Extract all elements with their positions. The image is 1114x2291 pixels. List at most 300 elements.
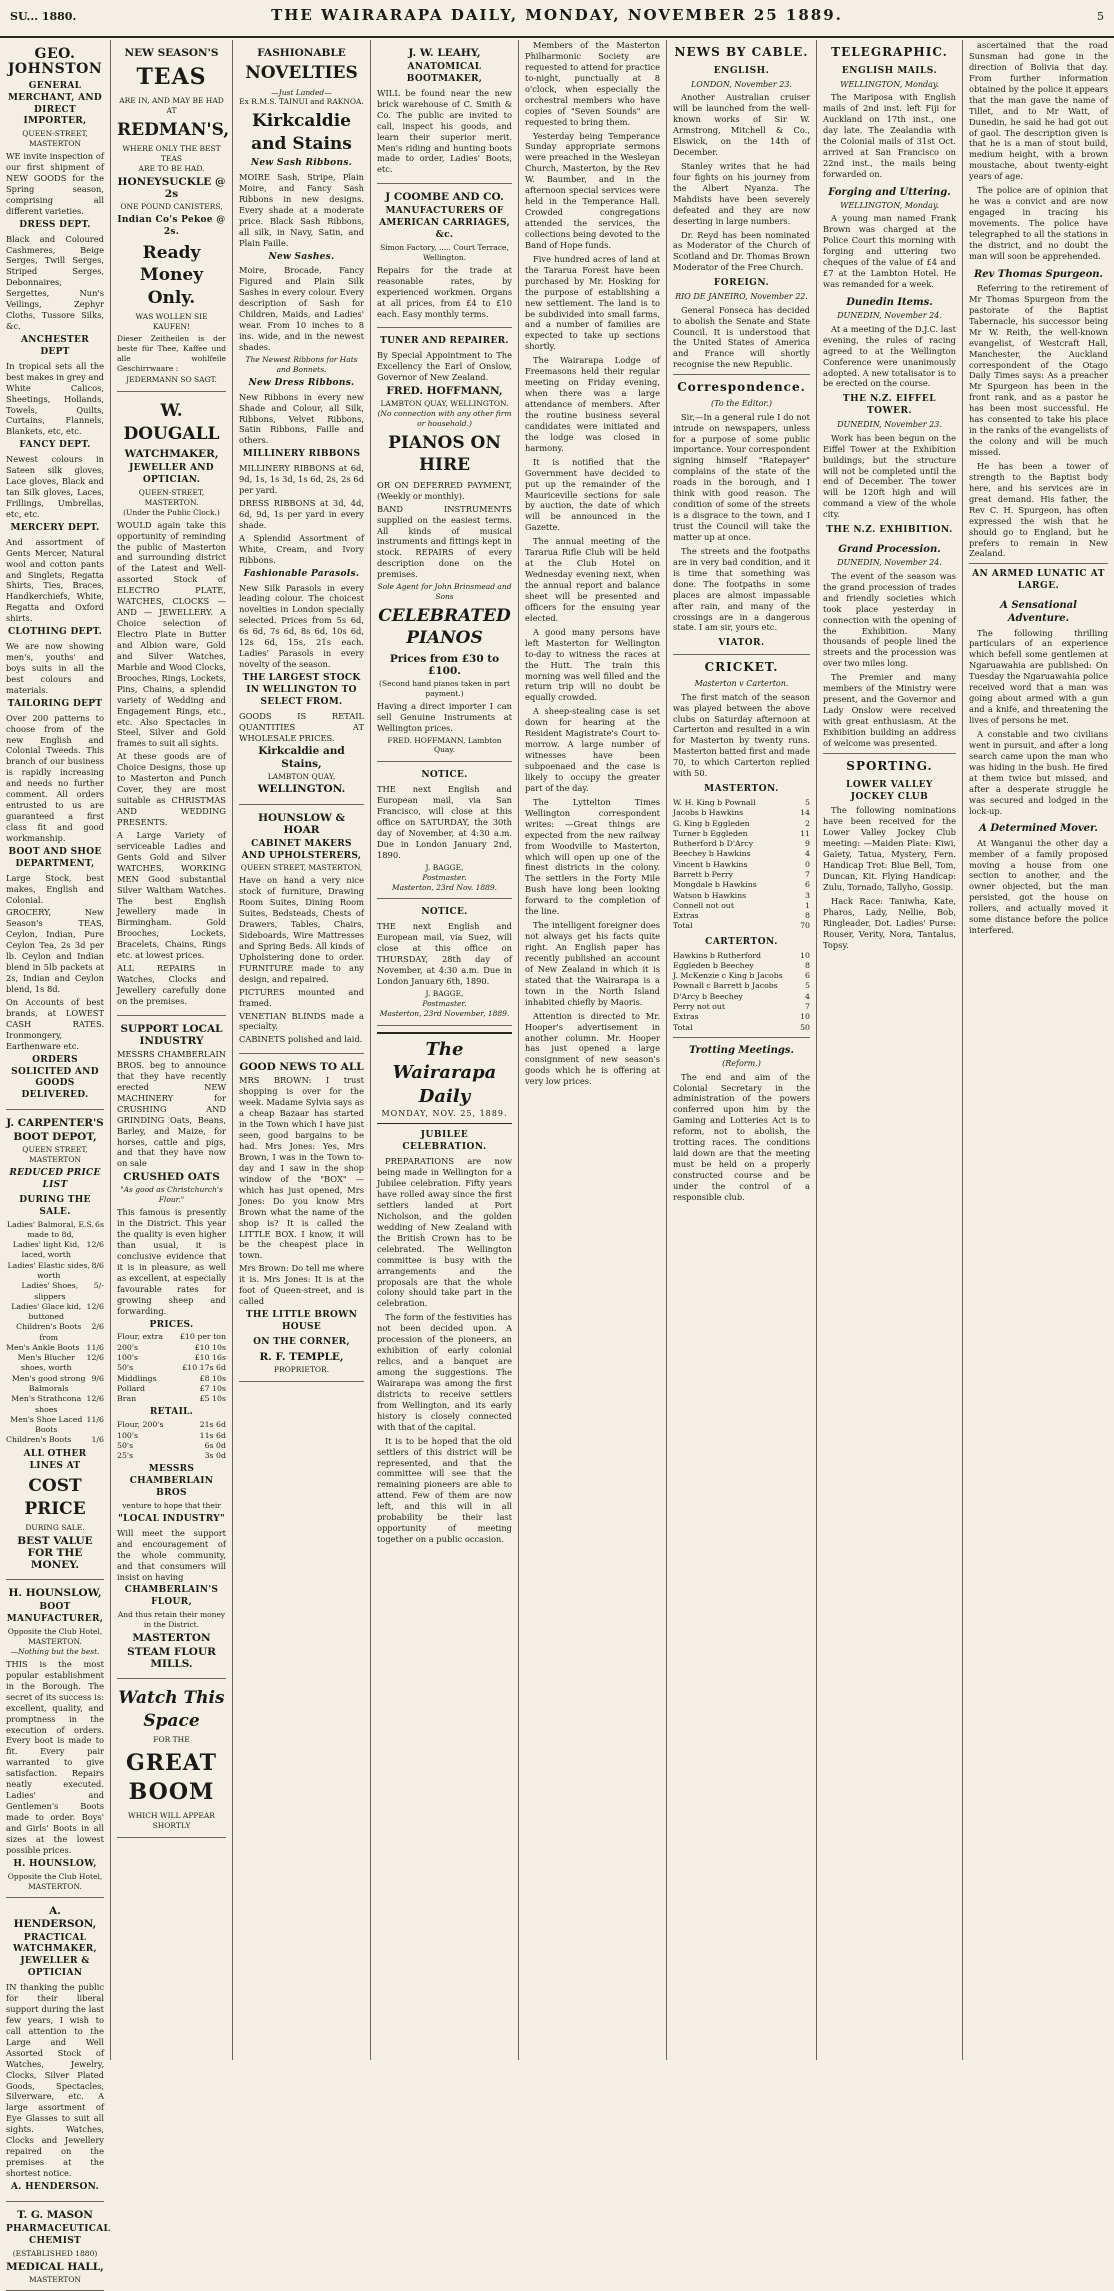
news-paragraph: A sheep-stealing case is set down for hearing at the Resident Magistrate's Court to-morrow. A large number of witnesses have been subpoenaed and the case is likely to occupy the greater part of the day. xyxy=(525,706,660,793)
ad-text: FOR THE xyxy=(153,1735,190,1745)
ad-sign: FRED. HOFFMANN, Lambton Quay. xyxy=(387,735,502,755)
row-label: Extras xyxy=(673,911,699,921)
ad-address: MASTERTON xyxy=(29,2274,81,2284)
row-label: D'Arcy b Beechey xyxy=(673,991,743,1001)
ad-title: J COOMBE AND CO. xyxy=(385,191,504,204)
ad-title: SUPPORT LOCAL INDUSTRY xyxy=(120,1022,223,1047)
ad-brand: REDMAN'S, xyxy=(117,119,230,140)
list-row xyxy=(673,971,810,981)
ad-text: WOULD again take this opportunity of reminding the public of Masterton and surrounding district of the Latest and Well-assorted Stock of ELECTRO PLATE, WATCHES, CLOCKS — AND — JEWELLERY. A Choice selection of Electro Plate in Butter and Albion ware, Gold and Silver Watches, Marble and Wood Clocks, Brooches, Rings, Lockets, Pins, Chains, a splendid variety of Wedding and Engagement Rings, etc., etc. Also Spectacles in Steel, Silver and Gold frames to suit all sights. xyxy=(117,519,226,749)
dept-text: In tropical sets all the best makes in grey and White Calicos, Sheetings, Hollands, Towels, Quilts, Curtains, Flannels, Blankets, etc, etc. xyxy=(6,360,104,437)
total-value: 70 xyxy=(800,921,810,931)
ad-text: ARE TO BE HAD. xyxy=(138,164,205,174)
row-value: 4 xyxy=(805,991,810,1001)
news-paragraph: Five hundred acres of land at the Tararua Forest have been purchased by Mr. Hosking for the purpose of establishing a new settlement. The land is to be subdivided into small farms, and a number of families are expected to take up sections shortly. xyxy=(525,253,660,352)
list-row xyxy=(6,1281,104,1302)
news-paragraph: The following thrilling particulars of an experience which befell some gentlemen at Ngaruawahia are published: On Tuesday the Ngaruawahia police received word that a man was going about armed with a gun and a knife, and threatening the lives of persons he met. xyxy=(969,627,1108,725)
ad-text: At these goods are of Choice Designs, those up to Masterton and Punch Cover, they are most suitable as CHRISTMAS AND WEDDING PRESENTS. xyxy=(117,751,226,827)
article-heading: JUBILEE CELEBRATION. xyxy=(402,1130,487,1153)
ad-hoffmann xyxy=(377,328,512,762)
list-row xyxy=(673,870,810,880)
list-row xyxy=(117,1384,226,1394)
ad-watch-space xyxy=(117,1679,226,1838)
list-row xyxy=(117,1394,226,1404)
team-heading: MASTERTON. xyxy=(704,784,779,795)
ad-highlight: CELEBRATED PIANOS xyxy=(378,605,511,649)
ad-text: WILL be found near the new brick warehouse of C. Smith & Co. The public are invited to call, inspect his goods, and learn their superior merit. Men's riding and hunting boots made to order, Ladies' Boots, etc. xyxy=(377,87,512,175)
notice-date: Masterton, 23rd Nov. 1889. xyxy=(391,882,498,892)
news-paragraph: At Wanganui the other day a member of a family proposed moving a house from one section to another, and the owner objected, but the man persisted, got the house on rollers, and actually moved it some distance before the police interfered. xyxy=(969,837,1108,936)
list-row xyxy=(673,911,810,921)
ad-subtitle: GENERAL MERCHANT, AND DIRECT IMPORTER, xyxy=(7,80,103,127)
column-4 xyxy=(370,40,518,2060)
list-row xyxy=(673,992,810,1002)
row-value: 6 xyxy=(805,880,810,890)
article-paragraph: PREPARATIONS are now being made in Wellington for a Jubilee celebration. Fifty years have rolled away since the first settlers landed at Port Nicholson, and the golden wedding of New Zealand with the British Crown has to be celebrated. The Wellington committee is busy with the arrangements and the proposals are that the whole colony should take part in the celebration. xyxy=(377,1156,512,1309)
ad-title: Watch This Space xyxy=(118,1688,225,1731)
row-label: Children's Boots xyxy=(6,1435,72,1445)
ad-heading: MESSRS CHAMBERLAIN BROS xyxy=(129,1464,214,1499)
row-label: Men's Blucher shoes, worth xyxy=(17,1353,75,1373)
row-value: 2/6 xyxy=(91,1322,104,1332)
list-row xyxy=(673,891,810,901)
news-paragraph: The police are of opinion that he was a convict and are now engaged in tracing his movements. The police have telegraphed to all the stations in the district, and no doubt the man will soon be apprehended. xyxy=(969,185,1108,261)
section-heading: NEWS BY CABLE. xyxy=(674,45,809,59)
list-row xyxy=(673,951,810,961)
section-heading: Correspondence. xyxy=(677,380,806,395)
ad-heading: TUNER AND REPAIRER. xyxy=(380,336,509,347)
news-paragraph: The annual meeting of the Tararua Rifle Club will be held at the Club Hotel on Wednesday evening next, when the annual report and balance sheet will be presented and officers for the ensuing year elected. xyxy=(525,536,660,623)
subsection-heading: THE N.Z. EXHIBITION. xyxy=(826,525,953,536)
dateline: WELLINGTON, Monday. xyxy=(840,79,939,89)
ad-title: W. DOUGALL xyxy=(123,401,220,444)
column-7 xyxy=(816,40,962,2060)
ad-heading: New Dress Ribbons. xyxy=(248,377,355,388)
row-label: Children's Boots from xyxy=(16,1322,82,1342)
ad-text: Dieser Zeitheilen is der beste für Thee, Kaffee und alle wohlfeile Geschirrwaare : xyxy=(117,333,226,373)
ad-text: A Large Variety of serviceable Ladies and Gents Gold and Silver WATCHES, WORKING MEN Good substantial Silver Waltham Watches. The best English Jewellery made in Birmingham. Gold Brooches, Lockets, Bracelets, Chains, Rings etc. at lowest prices. xyxy=(117,829,226,961)
list-row xyxy=(673,860,810,870)
row-value: 5 xyxy=(805,981,810,991)
list-row xyxy=(673,819,810,829)
row-label: Jacobs b Hawkins xyxy=(673,808,744,818)
row-label: 50's xyxy=(117,1440,134,1450)
ad-kirkcaldie xyxy=(239,40,364,805)
news-paragraph: Hack Race: Taniwha, Kate, Pharos, Lady, Nellie, Bob, Ringleader, Dot. Ladies' Purse: Rouser, Verity, Nora, Tantalus, Topsy. xyxy=(823,895,956,950)
subsection-heading: Rev Thomas Spurgeon. xyxy=(973,268,1104,280)
dateline: Masterton v Carterton. xyxy=(694,679,789,689)
news-paragraph: Dr. Reyd has been nominated as Moderator of the Church of Scotland and Dr. Thomas Brown Moderator of the Free Church. xyxy=(673,229,810,273)
list-row xyxy=(6,1343,104,1353)
row-value: 8 xyxy=(805,911,810,921)
news-paragraph: The Lyttelton Times Wellington correspondent writes: —Great things are expected from the new railway from Woodville to Masterton, which will open up one of the finest districts in the colony. The settlers in the Forty Mile Bush have long been looking forward to the completion of the line. xyxy=(525,796,660,917)
dept-heading: TAILORING DEPT xyxy=(7,698,103,709)
ad-mason xyxy=(6,2202,111,2291)
ad-text: OR ON DEFERRED PAYMENT, (Weekly or monthly). xyxy=(377,479,512,501)
ad-heading: NEW SEASON'S xyxy=(124,47,219,59)
subsection-heading: A Determined Mover. xyxy=(979,823,1098,835)
ad-text: Sole Agent for John Brinsmead and Sons xyxy=(377,582,512,602)
row-value: £8 10s xyxy=(199,1373,226,1383)
ad-subtitle: WATCHMAKER, xyxy=(124,448,219,461)
divider xyxy=(673,374,810,375)
row-value: 3 xyxy=(805,890,810,900)
dept-heading: DRESS DEPT. xyxy=(19,219,91,230)
ad-terms: On Accounts of best brands, at LOWEST CASH RATES. Ironmongery, Earthenware etc. xyxy=(6,996,104,1051)
notice-mail-suez xyxy=(377,899,512,1025)
ad-title: J. CARPENTER'S xyxy=(6,1117,104,1130)
section-heading: TELEGRAPHIC. xyxy=(831,45,948,59)
divider xyxy=(823,753,956,754)
ad-title: A. HENDERSON, xyxy=(13,1905,97,1930)
section-heading: SPORTING. xyxy=(846,758,933,773)
total-value: 50 xyxy=(800,1022,810,1032)
section-heading: CRICKET. xyxy=(704,660,779,675)
masthead-title: THE WAIRARAPA DAILY, MONDAY, NOVEMBER 25 1889. xyxy=(271,6,843,24)
dept-heading: BOOT AND SHOE DEPARTMENT, xyxy=(8,846,102,869)
list-row xyxy=(117,1353,226,1363)
ad-text: (Second hand pianos taken in part payment.) xyxy=(379,678,510,698)
ad-text: Having a direct importer I can sell Genuine Instruments at Wellington prices. xyxy=(377,700,512,733)
ad-heading: ON THE CORNER, xyxy=(253,1336,350,1347)
row-value: £10 per ton xyxy=(179,1332,226,1342)
list-row xyxy=(673,849,810,859)
ad-heading: MILLINERY RIBBONS xyxy=(242,449,361,460)
ad-text: Repairs for the trade at reasonable rates, by experienced workmen. Organs at all prices, from £4 to £10 each. Easy monthly terms. xyxy=(377,264,512,319)
scorecard xyxy=(673,798,810,921)
ad-text: MOIRE Sash, Stripe, Plain Moire, and Fancy Sash Ribbons in new designs. Every shade at a moderate price. Black Sash Ribbons, all silk, in Navy, Satin, and Plain Faille. xyxy=(239,172,364,248)
ad-text: Moire, Brocade, Fancy Figured and Plain Silk Sashes in every colour. Every description of Sash for Children, Maids, and Ladies' wear. From 10 inches to 8 ins. wide, and in the newest shades. xyxy=(239,265,364,353)
row-label: Barrett b Perry xyxy=(673,870,734,880)
ad-title: T. G. MASON xyxy=(17,2208,93,2221)
news-paragraph: Attention is directed to Mr. Hooper's advertisement in another column. Mr. Hooper has just opened a large consignment of new season's goods which he is offering at very low prices. xyxy=(525,1010,660,1087)
subsection-heading: FOREIGN. xyxy=(713,278,770,289)
ad-text: And thus retain their money in the District. xyxy=(117,1610,226,1630)
subsection-heading: A Sensational Adventure. xyxy=(1000,600,1077,625)
row-label: Pollard xyxy=(117,1383,145,1393)
row-value: 6s 0d xyxy=(204,1440,226,1450)
divider xyxy=(673,1037,810,1038)
dept-text: Over 200 patterns to choose from of the new English and Colonial Tweeds. This branch of our business is rapidly increasing and needs no further comment. All orders entrusted to us are guaranteed a first class fit and good workmanship. xyxy=(6,712,104,843)
ad-heading: ALL OTHER LINES AT xyxy=(23,1448,87,1471)
section-heading: Trotting Meetings. xyxy=(688,1044,795,1056)
ad-tagline: —Nothing but the best. xyxy=(10,1647,100,1657)
ad-title: FRED. HOFFMANN, xyxy=(386,385,503,398)
row-value: £10 17s 6d xyxy=(182,1363,226,1373)
dateline: DUNEDIN, November 24. xyxy=(837,558,942,568)
row-label: Rutherford b D'Arcy xyxy=(673,839,754,849)
dept-heading: FANCY DEPT. xyxy=(19,440,91,451)
notice-mail-sf xyxy=(377,762,512,899)
row-label: Men's good strong Balmorals xyxy=(11,1373,86,1394)
row-value: 7 xyxy=(805,1001,810,1011)
news-paragraph: The Wairarapa Lodge of Freemasons held their regular meeting on Friday evening, when there was a large attendance of members. After the routine business several candidates were initiated and the lodge was closed in harmony. xyxy=(525,355,660,453)
row-label: Men's Ankle Boots xyxy=(6,1342,80,1352)
ad-johnston xyxy=(6,40,104,1110)
ad-title: GOOD NEWS TO ALL xyxy=(239,1061,364,1074)
notice-text: THE next English and European mail, via San Francisco, will close at this office on SATURDAY, the 30th day of November, at 4:30 a.m. Due in London January 2nd, 1890. xyxy=(377,784,512,860)
row-value: £5 10s xyxy=(199,1394,226,1404)
column-6 xyxy=(666,40,816,2060)
list-row xyxy=(117,1343,226,1353)
row-label: Vincent b Hawkins xyxy=(673,859,748,869)
row-value: 6s xyxy=(95,1219,104,1229)
ad-heading: Indian Co's Pekoe @ 2s. xyxy=(117,215,226,237)
dateline: (Reform.) xyxy=(722,1059,761,1069)
ad-subtitle: BOOT DEPOT, xyxy=(13,1131,97,1144)
subsection-heading: ENGLISH MAILS. xyxy=(841,65,938,76)
notice-sign: J. BAGGE, xyxy=(425,862,464,872)
subsection-heading: Grand Procession. xyxy=(838,544,941,556)
row-value: 6 xyxy=(805,971,810,981)
news-paragraph: The end and aim of the Colonial Secretary in the administration of the powers conferred upon him by the Gaming and Lotteries Act is to reform, not to abolish, the trotting races. The conditions laid down are that the meeting must be held on a properly constructed course and be under the control of a responsible club. xyxy=(673,1071,810,1202)
ad-chamberlain xyxy=(117,1016,226,1679)
ad-title: J. W. LEAHY, xyxy=(408,47,481,59)
dept-text: Black and Coloured Cashmeres, Beige Serges, Twill Serges, Striped Serges, Debonnaires, Sergettes, Nun's Veilings, Zephyr Cloths, Tussore Silks, &c. xyxy=(6,233,104,332)
letter-paragraph: The streets and the footpaths are in very bad condition, and it is time that something was done. The footpaths in some places are almost impassable after rain, and many of the crossings are in a dangerous state. I am sir, yours etc. xyxy=(673,545,810,633)
list-row xyxy=(673,981,810,991)
ad-text: A Splendid Assortment of White, Cream, and Ivory Ribbons. xyxy=(239,532,364,565)
list-row xyxy=(673,1002,810,1012)
row-value: 8 xyxy=(805,960,810,970)
ad-address: QUEEN-STREET, MASTERTON xyxy=(22,129,88,149)
ad-heading: Prices from £30 to £100. xyxy=(389,652,500,677)
news-paragraph: ascertained that the road Sunsman had gone in the direction of Bolivia that day. From further information obtained by the police it appears that the man gave the name of Tillet, and to Mr Watt, of Dunedin, he said he had got out of gaol. The description given is that he is a man of stout build, medium height, with a brown moustache, about twenty-eight years of age. xyxy=(969,40,1108,182)
list-row xyxy=(673,961,810,971)
ad-subtitle: MANUFACTURERS OF AMERICAN CARRIAGES, &c. xyxy=(379,206,510,241)
total-label: Total xyxy=(673,921,693,931)
row-value: £7 10s xyxy=(199,1383,226,1393)
article-jubilee xyxy=(377,1130,512,1545)
row-label: Bran xyxy=(117,1394,137,1404)
subsection-heading: AN ARMED LUNATIC AT LARGE. xyxy=(972,569,1105,592)
ad-text: IN thanking the public for their liberal support during the last few years, I wish to call attention to the Large and Well Assorted Stock of Watches, Jewelry, Clocks, Silver Plated Goods, Spectacles, Silverware, etc. A large assortment of Eye Glasses to suit all sights. Watches, Clocks and Jewellery repaired on the premises at the shortest notice. xyxy=(6,1982,104,2178)
article-paragraph: It is to be hoped that the old settlers of this district will be represented, and that the committee will see that the remaining pioneers are able to attend. Few of them are now left, and this will in all probability be their last opportunity of meeting together on a public occasion. xyxy=(377,1435,512,1545)
ad-text: By Special Appointment to The Excellency the Earl of Onslow, Governor of New Zealand. xyxy=(377,350,512,383)
list-row xyxy=(117,1332,226,1342)
list-row xyxy=(117,1441,226,1451)
ad-title: HOUNSLOW & HOAR xyxy=(258,811,345,836)
list-row xyxy=(117,1363,226,1373)
row-label: Eggleden b Beechey xyxy=(673,960,754,970)
ad-address: QUEEN STREET, MASTERTON, xyxy=(240,863,363,873)
ad-text: WAS WOLLEN SIE KAUFEN! xyxy=(135,312,208,331)
ad-subtitle: PHARMACEUTICAL CHEMIST xyxy=(6,2223,111,2246)
notice-text: THE next English and European mail, via Suez, will close at this office on THURSDAY, 28th day of November, at 4:30 a.m. Due in London January 6th, 1890. xyxy=(377,921,512,987)
row-value: 3s 0d xyxy=(204,1451,226,1461)
row-label: Watson b Hawkins xyxy=(673,890,747,900)
ad-sign: R. F. TEMPLE, xyxy=(259,1350,344,1363)
column-2 xyxy=(110,40,232,2060)
list-row xyxy=(117,1431,226,1441)
ad-highlight: GREAT BOOM xyxy=(125,1749,218,1805)
notice-heading: NOTICE. xyxy=(421,907,468,918)
list-row xyxy=(117,1374,226,1384)
row-value: 11 xyxy=(800,828,810,838)
scorecard-total xyxy=(673,1023,810,1033)
ad-text: MESSRS CHAMBERLAIN BROS. beg to announce that they have recently erected NEW MACHINERY for CRUSHING AND GRINDING Oats, Beans, Barley, and Maize, for horses, cattle and pigs, and that they have now on sale xyxy=(117,1049,226,1169)
ad-text: Ex R.M.S. TAINUI and RAKNOA. xyxy=(239,97,364,107)
ad-text: THIS is the most popular establishment in the Borough. The secret of its success is: excellent, quality, and promptness in the execution of orders. Every boot is made to fit. Every pair warranted to give satisfaction. Repairs neatly executed. Ladies' and Gentlemen's Boots made to order. Boys' and Girls' Boots in all sizes at the lowest possible prices. xyxy=(6,1658,104,1855)
ad-heading: "LOCAL INDUSTRY" xyxy=(118,1513,225,1524)
news-paragraph: A constable and two civilians went in pursuit, and after a long search came upon the man who was hiding in the bush. He fired at them twice but missed, and after a desperate struggle he was secured and lodged in the lock-up. xyxy=(969,728,1108,816)
ad-subtitle: ANATOMICAL BOOTMAKER, xyxy=(406,62,483,84)
ad-text: (Under the Public Clock.) xyxy=(123,507,220,517)
ad-text: Have on hand a very nice stock of furniture, Drawing Room Suites, Dining Room Suites, Bedsteads, Chests of Drawers, Tables, Chairs, Sideboards, Wire Mattresses and Spring Beds. All kinds of Upholstering done to order. FURNITURE made to any design, and repaired. xyxy=(239,875,364,984)
ad-title: H. HOUNSLOW, xyxy=(8,1587,102,1600)
list-row xyxy=(673,829,810,839)
article-paragraph: The form of the festivities has not been decided upon. A procession of the pioneers, an exhibition of early colonial relics, and a banquet are among the suggestions. The Wairarapa was among the first districts to receive settlers from Wellington, and its early history is closely connected with that of the capital. xyxy=(377,1312,512,1432)
ad-sign: A. HENDERSON. xyxy=(10,2181,99,2192)
list-row xyxy=(673,839,810,849)
ad-heading: THE LARGEST STOCK IN WELLINGTON TO SELECT FROM. xyxy=(242,673,361,707)
ad-text: JEDERMANN SO SAGT. xyxy=(126,375,217,385)
list-row xyxy=(117,1451,226,1461)
ad-brand: Kirkcaldie and Stains, xyxy=(258,745,345,770)
ad-heading: CRUSHED OATS xyxy=(123,1171,220,1184)
ad-redman xyxy=(117,40,230,392)
letter-signature: VIATOR. xyxy=(718,638,765,649)
dept-text: We are now showing men's, youths' and boys suits in all the best colours and materials. xyxy=(6,641,104,695)
ad-address: Simon Factory, ..... Court Terrace, Wellington. xyxy=(380,243,509,262)
row-value: 5 xyxy=(805,798,810,808)
list-row xyxy=(6,1220,104,1241)
ad-heading: HONEYSUCKLE @ 2s xyxy=(117,175,226,201)
row-label: Ladies' Shoes, slippers xyxy=(21,1281,79,1301)
ad-heading: Fashionable Parasols. xyxy=(243,568,360,579)
ad-text: New Silk Parasols in every leading colour. The choicest novelties in London specially selected. Prices from 5s 6d, 6s 6d, 7s 6d, 8s 6d, 10s 6d, 12s 6d, 15s, 21s each. Ladies' Parasols in every novelty of the season. xyxy=(239,582,364,670)
dateline: (To the Editor.) xyxy=(711,399,772,409)
row-label: Flour, 200's xyxy=(117,1420,164,1430)
ad-heading: RETAIL. xyxy=(149,1407,194,1418)
ad-address: Opposite the Club Hotel, MASTERTON. xyxy=(7,1871,103,1891)
row-label: Pownall c Barrett b Jacobs xyxy=(673,981,778,991)
row-value: 21s 6d xyxy=(199,1420,226,1430)
row-value: 11/6 xyxy=(86,1342,104,1352)
ad-sign: H. HOUNSLOW, xyxy=(13,1858,97,1869)
ad-subtitle: CABINET MAKERS AND UPHOLSTERERS, xyxy=(241,838,362,861)
news-paragraph: The Mariposa with English mails of 2nd inst. left Fiji for Auckland on 17th inst., one day late. The Zealandia with the Colonial mails of 31st Oct. arrived at San Francisco on 22nd inst., the mails being forwarded on. xyxy=(823,92,956,179)
row-value: 10 xyxy=(800,1012,810,1022)
row-value: 0 xyxy=(805,859,810,869)
ad-text: WHICH WILL APPEAR xyxy=(128,1811,215,1821)
row-value: 12/6 xyxy=(86,1240,104,1250)
row-label: Extras xyxy=(673,1012,699,1022)
ad-text: DRESS RIBBONS at 3d, 4d, 6d, 9d, 1s per yard in every shade. xyxy=(239,498,364,530)
news-paragraph: The Premier and many members of the Ministry were present, and the Governor and Lady Onslow were received with great enthusiasm. At the Exhibition building an address of welcome was presented. xyxy=(823,672,956,748)
ad-subtitle: JEWELLER AND OPTICIAN. xyxy=(129,463,214,486)
subsection-heading: ENGLISH. xyxy=(713,65,770,76)
ad-title: GEO. JOHNSTON xyxy=(7,46,103,78)
ad-text: MILLINERY RIBBONS at 6d, 9d, 1s, 1s 3d, 1s 6d, 2s, 2s 6d per yard. xyxy=(239,463,364,496)
column-8 xyxy=(962,40,1114,2060)
dept-text: And assortment of Gents Mercer, Natural wool and cotton pants and Singlets, Regatta Shirts, Ties, Braces, Handkerchiefs, White, Regatta and Oxford shirts. xyxy=(6,536,104,624)
ad-text: DURING SALE. xyxy=(25,1523,85,1533)
scorecard xyxy=(673,951,810,1023)
ad-text: BAND INSTRUMENTS supplied on the easiest terms. All kinds of musical instruments and fittings kept in stock. REPAIRS of every description done on the premises. xyxy=(377,503,512,580)
editorial-masthead xyxy=(377,1032,512,1125)
letter-paragraph: Sir,—In a general rule I do not intrude on newspapers, unless for a purpose of some public importance. Your correspondent signing himself "Ratepayer" complains of the state of the roads in the borough, and I think with good reason. The condition of some of the streets is a disgrace to the town, and I trust the Council will take the matter up at once. xyxy=(673,411,810,542)
row-label: Ladies' Elastic sides, worth xyxy=(7,1260,90,1280)
editorial-title: The Wairarapa Daily xyxy=(392,1038,497,1108)
ad-coombe xyxy=(377,184,512,328)
row-label: Turner b Eggleden xyxy=(673,828,748,838)
dateline: RIO DE JANEIRO, November 22. xyxy=(675,292,808,302)
ad-text: WHERE ONLY THE BEST TEAS xyxy=(122,144,221,164)
list-row xyxy=(673,1012,810,1022)
subsection-heading: Dunedin Items. xyxy=(846,297,933,309)
row-label: Ladies' light Kid, laced, worth xyxy=(12,1240,80,1260)
list-row xyxy=(6,1435,104,1445)
price-list xyxy=(117,1332,226,1404)
ad-address: Opposite the Club Hotel, MASTERTON. xyxy=(7,1627,103,1647)
row-label: Perry not out xyxy=(673,1001,726,1011)
list-row xyxy=(673,901,810,911)
news-paragraph: Stanley writes that he had four fights on his journey from the Albert Nyanza. The Mahdists have been severely defeated and they are now deserting in large numbers. xyxy=(673,160,810,226)
row-value: 12/6 xyxy=(86,1301,104,1311)
ad-highlight: Ready Money Only. xyxy=(139,242,204,308)
dateline: DUNEDIN, November 23. xyxy=(837,420,942,430)
dateline: WELLINGTON, Monday. xyxy=(840,200,939,210)
list-row xyxy=(6,1394,104,1415)
list-row xyxy=(6,1353,104,1374)
row-label: 100's xyxy=(117,1430,139,1440)
ad-leahy xyxy=(377,40,512,184)
row-label: Middlings xyxy=(117,1373,157,1383)
notice-role: Postmaster. xyxy=(422,872,467,882)
divider xyxy=(969,563,1108,564)
ad-text: PROPRIETOR. xyxy=(273,1364,330,1374)
row-label: Mongdale b Hawkins xyxy=(673,880,757,890)
column-5-local-news xyxy=(518,40,666,2060)
ad-subtitle: BOOT MANUFACTURER, xyxy=(6,1602,104,1625)
price-list xyxy=(6,1220,104,1446)
row-label: Ladies' Glace kid, buttoned xyxy=(11,1301,82,1322)
row-label: W. H. King b Pownall xyxy=(673,798,756,808)
news-paragraph: General Fonseca has decided to abolish the Senate and State Council. It is understood that the United States of America and France will shortly recognise the new Republic. xyxy=(673,304,810,370)
divider xyxy=(673,654,810,655)
ad-quote: "As good as Christchurch's Flour." xyxy=(120,1185,223,1205)
list-row xyxy=(6,1415,104,1436)
ad-hounslow-hoar xyxy=(239,805,364,1055)
row-value: 9/6 xyxy=(91,1373,104,1383)
list-row xyxy=(673,798,810,808)
list-row xyxy=(673,880,810,890)
ad-text: GOODS IS RETAIL QUANTITIES AT WHOLESALE PRICES. xyxy=(239,710,364,743)
ad-text: PICTURES mounted and framed. xyxy=(239,986,364,1008)
news-paragraph: The following nominations have been received for the Lower Valley Jockey Club meeting: —Maiden Plate: Kiwi, Gaiety, Tatua, Mystery, Fern. Handicap Trot: Blue Bell, Tom, Duncan, Kit. Flying Handicap: Zulu, Tornado, Tallyho, Gossip. xyxy=(823,805,956,892)
list-row xyxy=(6,1240,104,1261)
news-paragraph: At a meeting of the D.J.C. last evening, the rules of racing agreed to at the Wellington Conference were unanimously adopted. A new totalisator is to be erected on the course. xyxy=(823,323,956,389)
dateline: DUNEDIN, November 24. xyxy=(837,311,942,321)
ad-highlight: PIANOS ON HIRE xyxy=(388,432,501,476)
list-row xyxy=(6,1322,104,1343)
ad-good-news xyxy=(239,1054,364,1381)
news-paragraph: The event of the season was the grand procession of trades and friendly societies which took place yesterday in connection with the opening of the Exhibition. Many thousands of people lined the streets and the procession was over two miles long. xyxy=(823,570,956,669)
ad-title: NOVELTIES xyxy=(245,63,358,84)
notice-role: Postmaster. xyxy=(422,998,467,1008)
row-value: 8/6 xyxy=(91,1260,104,1270)
row-value: 5/- xyxy=(93,1281,104,1291)
ad-footer: WELLINGTON. xyxy=(257,783,346,796)
ad-footer: STEAM FLOUR MILLS. xyxy=(127,1646,216,1671)
dept-text: Newest colours in Sateen silk gloves, Lace gloves, Black and tan Silk gloves, Laces, Frillings, Umbrellas, etc, etc. xyxy=(6,454,104,519)
ad-heading: MASTERTON xyxy=(132,1632,211,1645)
ad-text: CABINETS polished and laid. xyxy=(239,1034,363,1045)
ad-heading: THE LITTLE BROWN HOUSE xyxy=(245,1310,358,1332)
row-value: 2 xyxy=(805,818,810,828)
notice-heading: NOTICE. xyxy=(421,770,468,781)
